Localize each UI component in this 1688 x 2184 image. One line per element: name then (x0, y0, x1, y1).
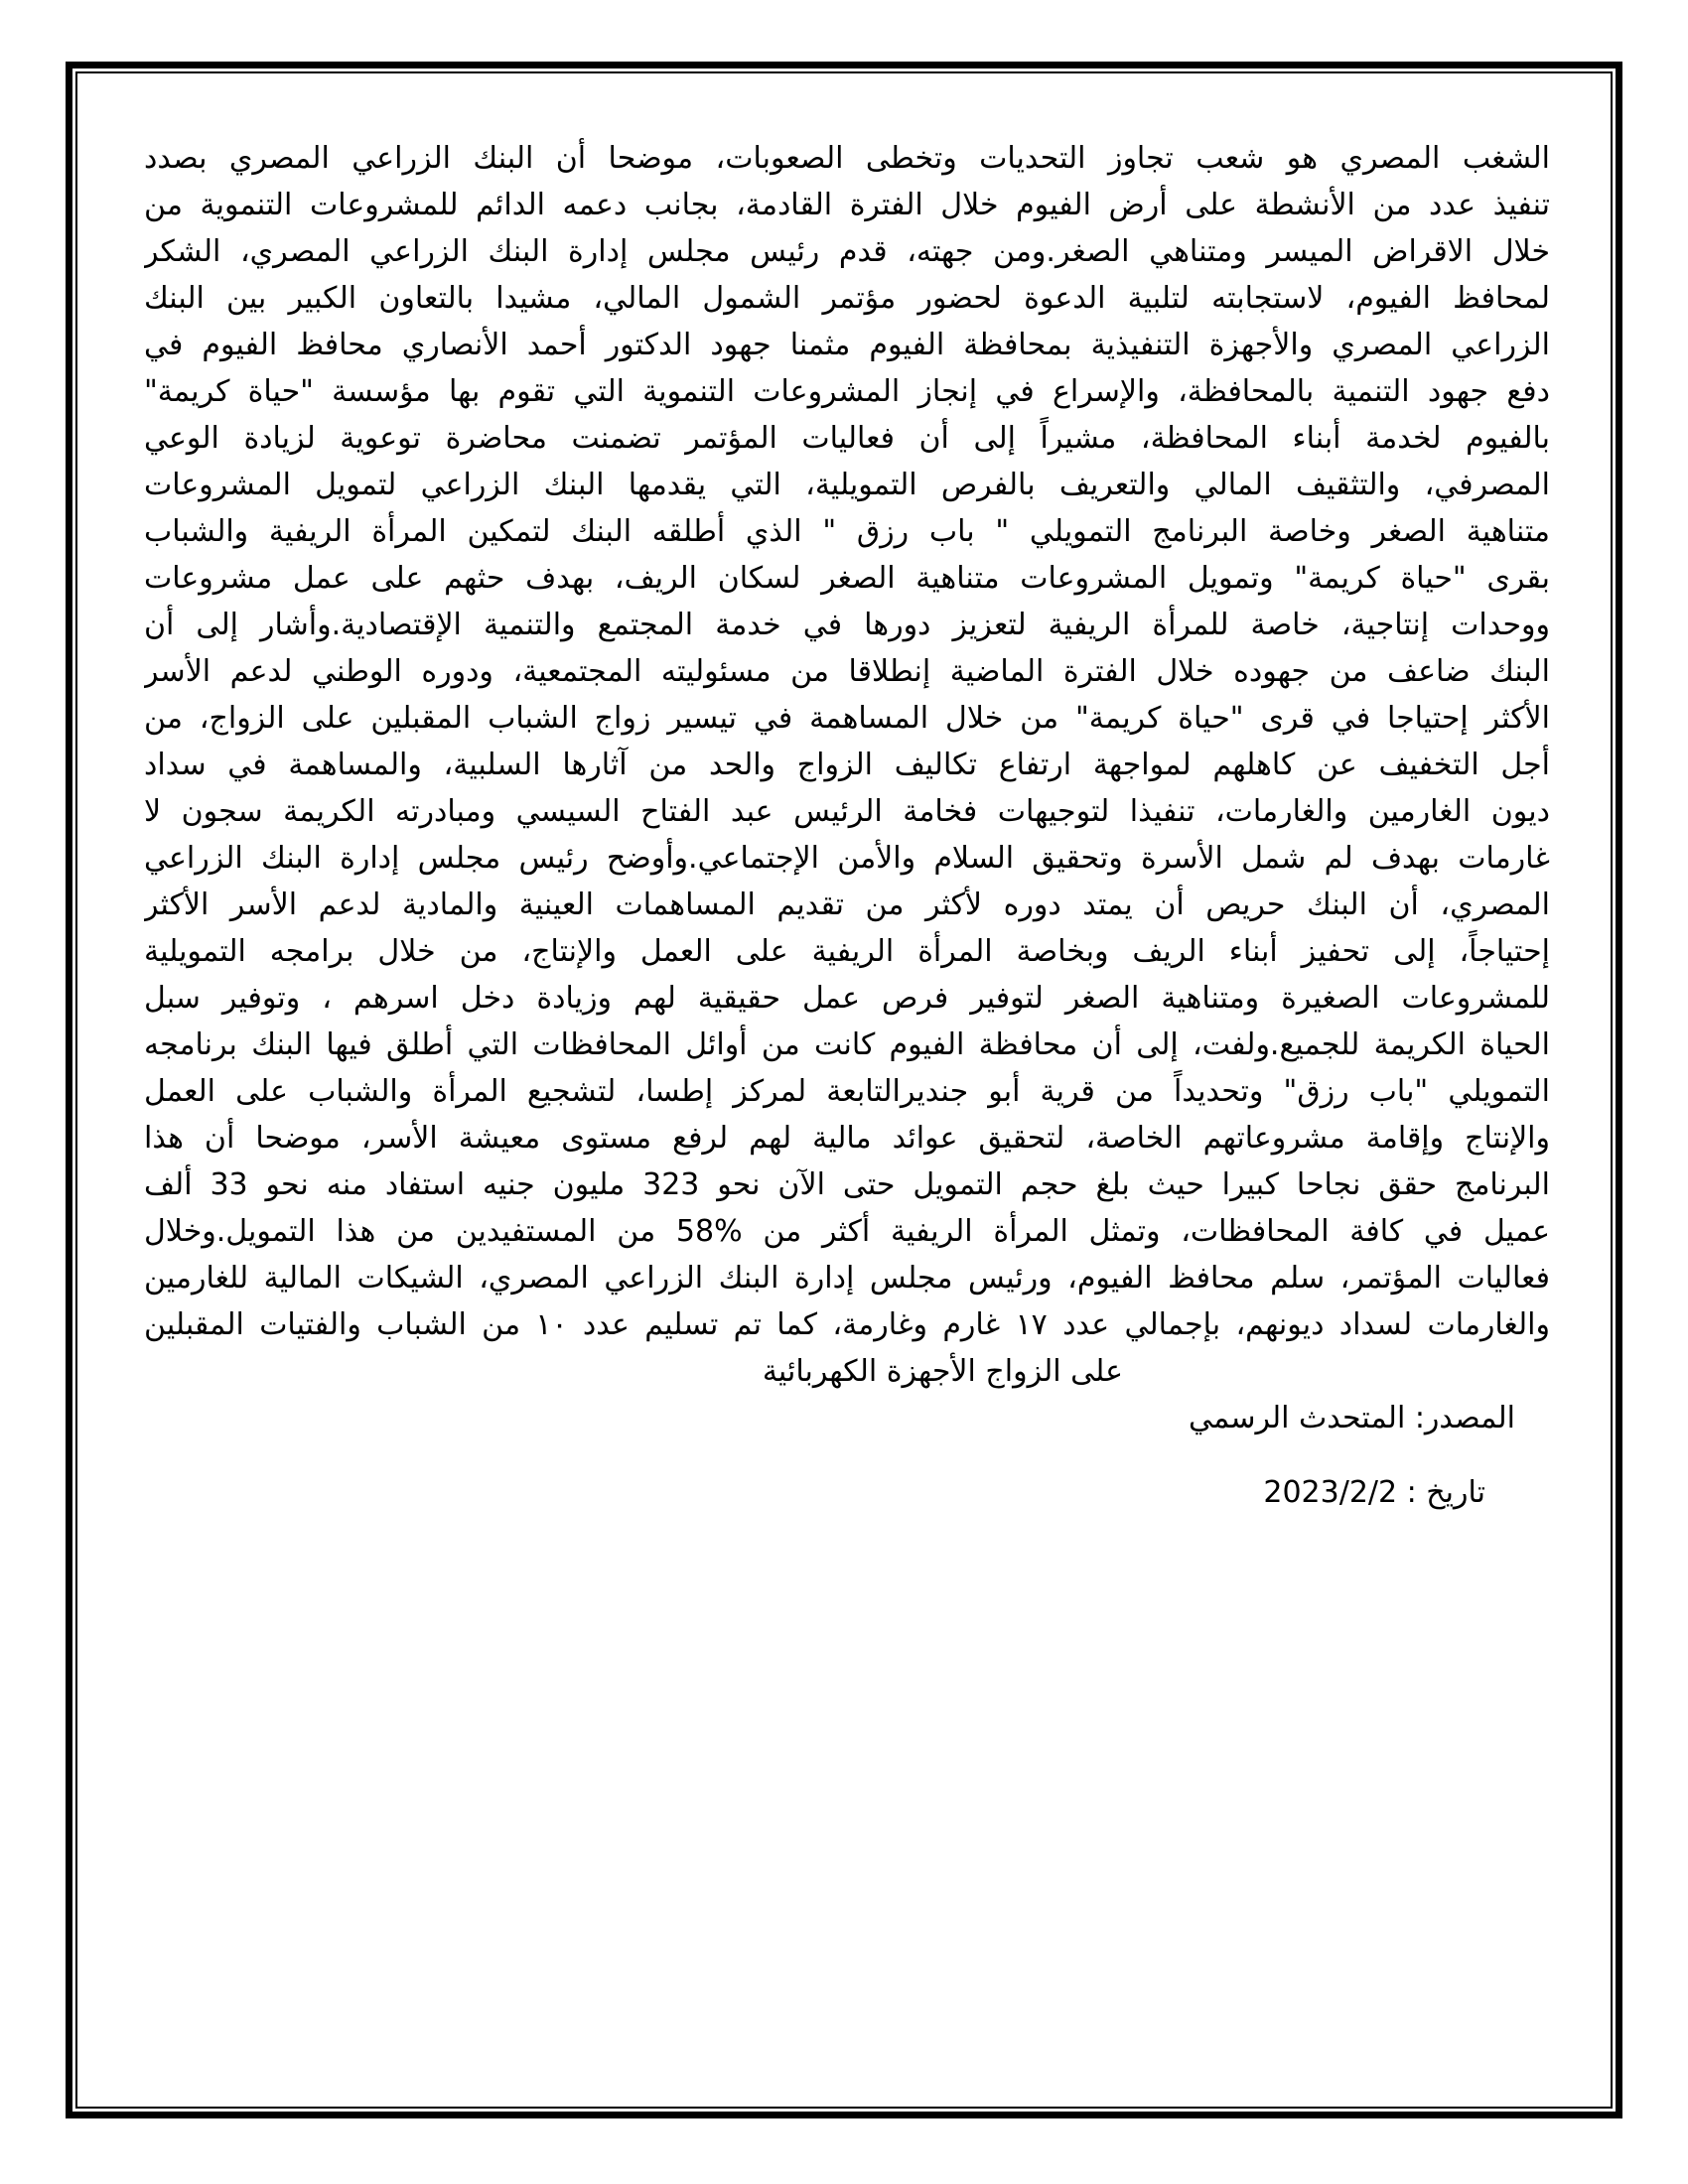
article-line: فعاليات المؤتمر، سلم محافظ الفيوم، ورئيس مجلس إدارة البنك الزراعي المصري، الشيكات المالية للغارمين (144, 1261, 1550, 1296)
article-line: تنفيذ عدد من الأنشطة على أرض الفيوم خلال الفترة القادمة، بجانب دعمه الدائم للمشروعات التنموية من (144, 188, 1550, 222)
article-line: إحتياجاً، إلى تحفيز أبناء الريف وبخاصة المرأة الريفية على العمل والإنتاج، من خلال برامجه التمويلية (144, 934, 1550, 969)
article-line: البنك ضاعف من جهوده خلال الفترة الماضية إنطلاقا من مسئوليته المجتمعية، ودوره الوطني لدعم الأسر (144, 654, 1550, 689)
article-line: الشغب المصري هو شعب تجاوز التحديات وتخطى الصعوبات، موضحا أن البنك الزراعي المصري بصدد (144, 141, 1550, 176)
article-line: بقرى "حياة كريمة" وتمويل المشروعات متناهية الصغر لسكان الريف، بهدف حثهم على عمل مشروعات (144, 561, 1550, 596)
article-line: الأكثر إحتياجا في قرى "حياة كريمة" من خلال المساهمة في تيسير زواج الشباب المقبلين على الزواج، من (144, 701, 1550, 736)
article-line: خلال الاقراض الميسر ومتناهي الصغر.ومن جهته، قدم رئيس مجلس إدارة البنك الزراعي المصري، الشكر (144, 234, 1550, 269)
article-line: الحياة الكريمة للجميع.ولفت، إلى أن محافظة الفيوم كانت من أوائل المحافظات التي أطلق فيها البنك برنامجه (144, 1027, 1550, 1062)
article-line: لمحافظ الفيوم، لاستجابته لتلبية الدعوة لحضور مؤتمر الشمول المالي، مشيدا بالتعاون الكبير بين البنك (144, 281, 1550, 316)
article-line: غارمات بهدف لم شمل الأسرة وتحقيق السلام والأمن الإجتماعي.وأوضح رئيس مجلس إدارة البنك الزراعي (144, 841, 1550, 876)
article-closing-line: على الزواج الأجهزة الكهربائية (762, 1354, 1123, 1389)
article-line: بالفيوم لخدمة أبناء المحافظة، مشيراً إلى أن فعاليات المؤتمر تضمنت محاضرة توعوية لزيادة الوعي (144, 421, 1550, 456)
article-line: والغارمات لسداد ديونهم، بإجمالي عدد ١٧ غارم وغارمة، كما تم تسليم عدد ١٠ من الشباب والفتيات المقبلين (144, 1307, 1550, 1342)
article-line: المصري، أن البنك حريص أن يمتد دوره لأكثر من تقديم المساهمات العينية والمادية لدعم الأسر الأكثر (144, 887, 1550, 922)
article-line: أجل التخفيف عن كاهلهم لمواجهة ارتفاع تكاليف الزواج والحد من آثارها السلبية، والمساهمة في سداد (144, 748, 1550, 782)
article-line: ووحدات إنتاجية، خاصة للمرأة الريفية لتعزيز دورها في خدمة المجتمع والتنمية الإقتصادية.وأشار إلى أن (144, 608, 1550, 642)
article-line: للمشروعات الصغيرة ومتناهية الصغر لتوفير فرص عمل حقيقية لهم وزيادة دخل اسرهم ، وتوفير سبل (144, 981, 1550, 1016)
article-line: متناهية الصغر وخاصة البرنامج التمويلي " باب رزق " الذي أطلقه البنك لتمكين المرأة الريفية والشباب (144, 514, 1550, 549)
article-line: الزراعي المصري والأجهزة التنفيذية بمحافظة الفيوم مثمنا جهود الدكتور أحمد الأنصاري محافظ الفيوم في (144, 328, 1550, 362)
date-line: تاريخ : 2023/2/2 (1263, 1475, 1485, 1510)
article-line: المصرفي، والتثقيف المالي والتعريف بالفرص التمويلية، التي يقدمها البنك الزراعي لتمويل المشروعات (144, 468, 1550, 502)
article-line: دفع جهود التنمية بالمحافظة، والإسراع في إنجاز المشروعات التنموية التي تقوم بها مؤسسة "حياة كريمة" (144, 374, 1550, 409)
article-line: التمويلي "باب رزق" وتحديداً من قرية أبو جنديرالتابعة لمركز إطسا، لتشجيع المرأة والشباب على العمل (144, 1074, 1550, 1109)
article-line: والإنتاج وإقامة مشروعاتهم الخاصة، لتحقيق عوائد مالية لهم لرفع مستوى معيشة الأسر، موضحا أن هذا (144, 1121, 1550, 1156)
source-line: المصدر: المتحدث الرسمي (1189, 1401, 1515, 1435)
article-line: ديون الغارمين والغارمات، تنفيذا لتوجيهات فخامة الرئيس عبد الفتاح السيسي ومبادرته الكريمة سجون لا (144, 794, 1550, 829)
article-line: البرنامج حقق نجاحا كبيرا حيث بلغ حجم التمويل حتى الآن نحو 323 مليون جنيه استفاد منه نحو 33 ألف (144, 1167, 1550, 1202)
article-body (144, 135, 1550, 1516)
article-line: عميل في كافة المحافظات، وتمثل المرأة الريفية أكثر من %58 من المستفيدين من هذا التمويل.وخلال (144, 1214, 1550, 1249)
